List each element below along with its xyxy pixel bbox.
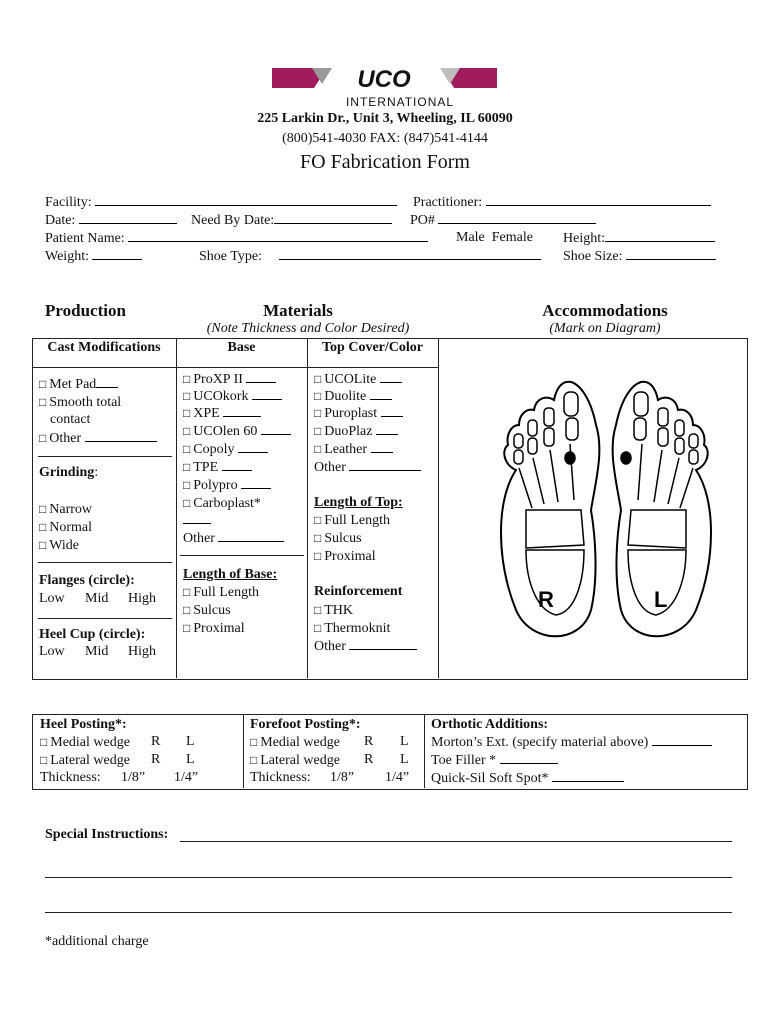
date-row — [45, 211, 177, 230]
uco-logo-graphic — [272, 66, 497, 110]
top-duoplaz-checkbox[interactable] — [314, 422, 398, 441]
logo — [272, 66, 497, 110]
shoetype-field[interactable] — [279, 247, 541, 260]
needby-label: Need By Date: — [191, 213, 275, 228]
narrow-checkbox[interactable] — [39, 500, 92, 519]
base-item-label: Polypro — [193, 478, 238, 493]
base-full-length-checkbox[interactable] — [183, 583, 259, 602]
date-label: Date: — [45, 213, 76, 228]
forefoot-lateral-label: Lateral wedge — [260, 753, 340, 768]
cast-other-checkbox[interactable] — [39, 429, 157, 448]
base-other[interactable] — [183, 529, 284, 548]
footnote: *additional charge — [45, 934, 149, 949]
materials-heading: Materials — [263, 301, 333, 320]
base-item-label: XPE — [193, 406, 220, 421]
forefoot-thickness-1-8[interactable]: 1/8” — [330, 770, 355, 785]
top-item-label: Puroplast — [324, 406, 378, 421]
wide-label: Wide — [49, 538, 80, 553]
forefoot-medial-r[interactable]: R — [364, 734, 374, 749]
heel-lateral-label: Lateral wedge — [50, 753, 130, 768]
base-item-label: ProXP II — [193, 372, 243, 387]
shoesize-row — [563, 247, 716, 266]
po-row — [410, 211, 596, 230]
forefoot-medial-checkbox[interactable] — [250, 733, 340, 752]
forefoot-medial-l[interactable]: L — [400, 734, 409, 749]
wide-checkbox[interactable] — [39, 536, 79, 555]
base-other-label: Other — [183, 531, 215, 546]
heelcup-high[interactable]: High — [128, 644, 156, 659]
heelcup-mid[interactable]: Mid — [85, 644, 109, 659]
male-option[interactable]: Male — [456, 230, 485, 245]
orthotic-header: Orthotic Additions: — [431, 717, 549, 732]
top-item-label: Leather — [324, 442, 367, 457]
reinf-thk-checkbox[interactable] — [314, 601, 353, 620]
patient-label: Patient Name: — [45, 231, 125, 246]
base-item-label: TPE — [193, 460, 219, 475]
right-foot-label: R — [538, 587, 554, 612]
base-item-label: Copoly — [193, 442, 235, 457]
base-xpe-checkbox[interactable] — [183, 404, 261, 423]
forefoot-lateral-r[interactable]: R — [364, 752, 374, 767]
base-proximal-checkbox[interactable] — [183, 619, 245, 638]
base-length-label: Sulcus — [193, 603, 231, 618]
smooth-label-cont: contact — [50, 412, 91, 427]
shoesize-field[interactable] — [626, 247, 716, 260]
carboplast-line[interactable] — [183, 511, 211, 530]
flanges-mid[interactable]: Mid — [85, 591, 109, 606]
facility-row — [45, 193, 397, 212]
po-label: PO# — [410, 213, 435, 228]
heel-medial-checkbox[interactable] — [40, 733, 130, 752]
top-item-label: UCOLite — [324, 372, 377, 387]
heel-header: Heel Posting*: — [40, 717, 127, 732]
facility-field[interactable] — [95, 193, 397, 206]
reinf-label: THK — [324, 603, 354, 618]
weight-label: Weight: — [45, 249, 89, 264]
practitioner-row — [413, 193, 711, 212]
top-sulcus-checkbox[interactable] — [314, 529, 362, 548]
height-field[interactable] — [605, 229, 715, 242]
normal-checkbox[interactable] — [39, 518, 92, 537]
top-item-label: Duolite — [324, 389, 367, 404]
base-item-label: Carboplast* — [193, 496, 261, 511]
production-heading: Production — [45, 301, 126, 320]
top-full-length-checkbox[interactable] — [314, 511, 390, 530]
cast-mod-header: Cast Modifications — [47, 340, 161, 355]
reinforcement-header: Reinforcement — [314, 584, 403, 599]
met-pad-checkbox[interactable] — [39, 375, 118, 394]
top-item-label: DuoPlaz — [324, 424, 373, 439]
patient-row — [45, 229, 428, 248]
forefoot-thickness-label: Thickness: — [250, 770, 311, 785]
heel-lateral-r[interactable]: R — [151, 752, 161, 767]
form-title: FO Fabrication Form — [300, 151, 470, 173]
needby-field[interactable] — [274, 211, 392, 224]
top-other-label: Other — [314, 460, 346, 475]
base-length-label: Full Length — [193, 585, 259, 600]
special-line-3[interactable] — [45, 912, 732, 913]
base-sulcus-checkbox[interactable] — [183, 601, 231, 620]
reinf-other[interactable] — [314, 637, 417, 656]
flanges-label: Flanges (circle): — [39, 573, 135, 588]
heel-medial-l[interactable]: L — [186, 734, 195, 749]
base-ucolen-checkbox[interactable] — [183, 422, 291, 441]
forefoot-header: Forefoot Posting*: — [250, 717, 361, 732]
needby-row — [191, 211, 392, 230]
facility-label: Facility: — [45, 195, 92, 210]
base-length-header: Length of Base: — [183, 567, 278, 582]
accommodations-heading: Accommodations — [542, 301, 668, 320]
toe-filler-label: Toe Filler * — [431, 753, 497, 768]
materials-note: (Note Thickness and Color Desired) — [206, 321, 410, 336]
flanges-high[interactable]: High — [128, 591, 156, 606]
female-option[interactable]: Female — [491, 230, 533, 245]
heelcup-low[interactable]: Low — [39, 644, 65, 659]
special-line-2[interactable] — [45, 877, 732, 878]
logo-sub: INTERNATIONAL — [345, 95, 455, 109]
shoesize-label: Shoe Size: — [563, 249, 623, 264]
base-tpe-checkbox[interactable] — [183, 458, 252, 477]
logo-brand: UCO — [357, 66, 411, 93]
accommodations-note: (Mark on Diagram) — [549, 321, 661, 336]
height-label: Height: — [563, 231, 605, 246]
base-item-label: UCOkork — [193, 389, 249, 404]
shoetype-label: Shoe Type: — [199, 249, 262, 264]
base-item-label: UCOlen 60 — [193, 424, 258, 439]
special-instructions-label: Special Instructions: — [45, 827, 169, 842]
reinf-label: Thermoknit — [324, 621, 391, 636]
reinf-thermoknit-checkbox[interactable] — [314, 619, 390, 638]
heel-thickness-1-4[interactable]: 1/4” — [174, 770, 199, 785]
foot-diagram[interactable] — [486, 370, 726, 650]
shoetype-row — [199, 247, 541, 266]
mortons-label: Morton’s Ext. (specify material above) — [431, 735, 649, 750]
heel-thickness-1-8[interactable]: 1/8” — [121, 770, 146, 785]
cast-other-label: Other — [49, 431, 82, 446]
heel-medial-r[interactable]: R — [151, 734, 161, 749]
top-length-label: Proximal — [324, 549, 376, 564]
normal-label: Normal — [49, 520, 93, 535]
top-length-label: Sulcus — [324, 531, 362, 546]
top-proximal-checkbox[interactable] — [314, 547, 376, 566]
forefoot-medial-label: Medial wedge — [260, 735, 340, 750]
forefoot-thickness-1-4[interactable]: 1/4” — [385, 770, 410, 785]
weight-field[interactable] — [92, 247, 142, 260]
weight-row — [45, 247, 142, 266]
sex-row — [456, 229, 533, 247]
special-line-1[interactable] — [180, 841, 732, 842]
practitioner-label: Practitioner: — [413, 195, 483, 210]
foot-skeleton-diagram — [486, 370, 726, 650]
address: 225 Larkin Dr., Unit 3, Wheeling, IL 60090 — [257, 111, 513, 126]
left-foot-label: L — [654, 587, 668, 612]
heel-lateral-l[interactable]: L — [186, 752, 195, 767]
toe-filler[interactable] — [431, 751, 558, 770]
smooth-label: Smooth total — [49, 395, 122, 410]
forefoot-lateral-l[interactable]: L — [400, 752, 409, 767]
practitioner-field[interactable] — [486, 193, 711, 206]
heel-lateral-checkbox[interactable] — [40, 751, 130, 770]
heel-thickness-label: Thickness: — [40, 770, 101, 785]
base-polypro-checkbox[interactable] — [183, 476, 271, 495]
quick-sil[interactable] — [431, 769, 624, 788]
top-leather-checkbox[interactable] — [314, 440, 393, 459]
heelcup-label: Heel Cup (circle): — [39, 627, 146, 642]
base-copoly-checkbox[interactable] — [183, 440, 268, 459]
top-puroplast-checkbox[interactable] — [314, 404, 403, 423]
top-length-header: Length of Top: — [314, 495, 403, 510]
base-length-label: Proximal — [193, 621, 245, 636]
met-pad-label: Met Pad — [49, 377, 97, 392]
top-length-label: Full Length — [324, 513, 390, 528]
base-header: Base — [227, 340, 256, 355]
smooth-contact-checkbox[interactable] — [39, 393, 121, 412]
mortons-ext[interactable] — [431, 733, 712, 752]
phone: (800)541-4030 FAX: (847)541-4144 — [282, 131, 488, 146]
patient-field[interactable] — [128, 229, 428, 242]
quick-sil-label: Quick-Sil Soft Spot* — [431, 771, 549, 786]
reinf-other-label: Other — [314, 639, 346, 654]
forefoot-lateral-checkbox[interactable] — [250, 751, 340, 770]
topcover-header: Top Cover/Color — [322, 340, 423, 355]
heel-medial-label: Medial wedge — [50, 735, 130, 750]
date-field[interactable] — [79, 211, 177, 224]
flanges-low[interactable]: Low — [39, 591, 65, 606]
narrow-label: Narrow — [49, 502, 93, 517]
top-other[interactable] — [314, 458, 421, 477]
height-row — [563, 229, 715, 248]
grinding-label: Grinding: — [39, 465, 99, 480]
po-field[interactable] — [438, 211, 596, 224]
